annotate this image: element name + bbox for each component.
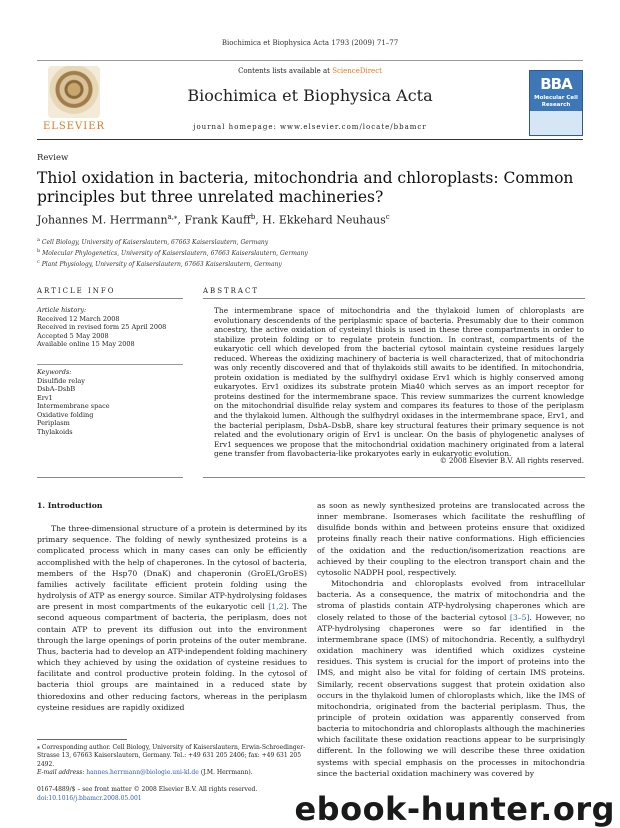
body-column-right bbox=[317, 500, 585, 779]
cover-band bbox=[530, 111, 582, 135]
elsevier-wordmark: ELSEVIER bbox=[42, 121, 106, 132]
history-item: Accepted 5 May 2008 bbox=[37, 331, 109, 340]
history-item: Available online 15 May 2008 bbox=[37, 340, 135, 348]
author-name: H. Ekkehard Neuhaus bbox=[262, 213, 386, 227]
keywords-label: Keywords: bbox=[37, 368, 72, 376]
corresponding-author-footnote bbox=[37, 744, 307, 777]
abstract-text: The intermembrane space of mitochondria and the thylakoid lumen of chloroplasts are evolutionary descendents of the periplasmic space of bacteria. Presumably due to their common ancestry, the active oxidation of cysteinyl thiols is used in these three compartments in order to stabilize protein folding or to regulate protein function. In contrast, compartments of the eukaryotic cell which developed from the bacterial cytosol maintain cysteine residues largely reduced. Whereas the oxidizing machinery of bacteria is well characterized, that of mitochondria was only recently discovered and that of thylakoids still awaits to be identified. In mitochondria, protein oxidation is mediated by the sulfhydryl oxidase Erv1 which is highly conserved among eukaryotes. Erv1 oxidizes its substrate protein Mia40 which serves as an import receptor for proteins destined for the intermembrane space. This review summarizes the current knowledge on the mitochondrial disulfide relay system and compares its features to those of the periplasm and the thylakoid lumen. Although the sulfhydryl oxidases in the intermembrane space, Erv1, and the bacterial periplasm, DsbA–DsbB, share key structural features their primary sequence is not related and the evolutionary origin of Erv1 is unclear. On the basis of phylogenetic analyses of Erv1 sequences we propose that the mitochondrial oxidation machinery originated from a lateral gene transfer from flavobacteria-like prokaryotes early in eukaryotic evolution. bbox=[214, 306, 584, 459]
abstract-heading: ABSTRACT bbox=[203, 287, 585, 299]
running-head: Biochimica et Biophysica Acta 1793 (2009) 71–77 bbox=[221, 39, 399, 47]
affiliation: $^a$ Cell Biology, University of Kaiserslautern, 67663 Kaiserslautern, Germany bbox=[37, 237, 269, 246]
elsevier-logo bbox=[40, 66, 108, 136]
article-history bbox=[37, 306, 183, 349]
author-sup[interactable]: b bbox=[250, 213, 256, 221]
history-item: Received 12 March 2008 bbox=[37, 314, 120, 323]
history-item: Received in revised form 25 April 2008 bbox=[37, 323, 167, 331]
body-column-left bbox=[37, 500, 307, 713]
journal-homepage[interactable]: journal homepage: www.elsevier.com/locate/bbamcr bbox=[193, 123, 427, 131]
contents-line bbox=[120, 67, 500, 75]
footnote-email-line: E-mail address: hannes.herrmann@biologie.uni-kl.de (J.M. Herrmann). bbox=[37, 768, 253, 776]
email-link[interactable]: hannes.herrmann@biologie.uni-kl.de bbox=[86, 768, 199, 776]
author-name: Johannes M. Herrmann bbox=[37, 213, 168, 227]
footnote-text: ⁎ Corresponding author. Cell Biology, University of Kaiserslautern, Erwin-Schroedinger-Strasse 13, 67663 Kaiserslautern, Germany. Tel.: +49 631 205 2406; fax: +49 631 205 2492. bbox=[37, 744, 306, 768]
keyword: Oxidative folding bbox=[37, 410, 94, 419]
footnote-rule bbox=[37, 739, 127, 740]
cover-title: BBA bbox=[540, 75, 572, 93]
article-type: Review bbox=[37, 153, 69, 163]
issn-line: 0167-4889/$ – see front matter © 2008 Elsevier B.V. All rights reserved. bbox=[37, 786, 258, 793]
history-label: Article history: bbox=[37, 306, 87, 314]
contents-prefix: Contents lists available at bbox=[238, 67, 333, 75]
keyword: Intermembrane space bbox=[37, 402, 110, 410]
affiliations bbox=[37, 236, 585, 269]
author-sup[interactable]: a,⁎ bbox=[167, 213, 178, 221]
affiliation: $^b$ Molecular Phylogenetics, University of Kaiserslautern, 67663 Kaiserslautern, Germany bbox=[37, 248, 308, 257]
abstract-rule bbox=[203, 477, 585, 478]
keyword: Disulfide relay bbox=[37, 376, 85, 385]
body-paragraph: Mitochondria and chloroplasts evolved from intracellular bacteria. As a consequence, the matrix of mitochondria and the stroma of plastids contain ATP-hydrolysing chaperones which are closely related to those of the bacterial cytosol [3–5]. However, no ATP-hydrolysing chaperones were so far identified in the intermembrane space (IMS) of mitochondria. Recently, a sulfhydryl oxidation machinery was identified which oxidizes cysteine residues. This system is crucial for the import of proteins into the IMS, and might also be vital for folding of certain IMS proteins. Similarly, recent observations suggest that protein oxidation also occurs in the thylakoid lumen of chloroplasts which, like the IMS of mitochondria, originated from the bacterial periplasm. Thus, the principle of protein oxidation was apparently conserved from bacteria to mitochondria and chloroplasts although the machineries which facilitate these oxidation reactions appear to be surprisingly different. In the following we will describe these three oxidation systems with special emphasis on the processes in mitochondria since the bacterial oxidation machinery was covered by bbox=[317, 579, 585, 778]
keyword: DsbA–DsbB bbox=[37, 385, 76, 393]
section-heading: 1. Introduction bbox=[37, 501, 103, 510]
journal-name: Biochimica et Biophysica Acta bbox=[187, 86, 433, 105]
citation-link[interactable]: [1,2] bbox=[268, 602, 287, 612]
author-list: Johannes M. Herrmann$^{a,⁎}$, Frank Kauff$^b$, H. Ekkehard Neuhaus$^c$ bbox=[37, 213, 390, 227]
author-name: Frank Kauff bbox=[184, 213, 251, 227]
watermark-text: ebook-hunter.org bbox=[294, 790, 615, 828]
cover-subtitle: Molecular Cell Research bbox=[534, 95, 578, 108]
affiliation: $^c$ Plant Physiology, University of Kaiserslautern, 67663 Kaiserslautern, Germany bbox=[37, 259, 282, 268]
keyword: Erv1 bbox=[37, 393, 53, 402]
journal-cover bbox=[529, 70, 583, 136]
body-paragraph: The three-dimensional structure of a protein is determined by its primary sequence. The folding of newly synthesized proteins is a complicated process which in many cases can only be efficiently accomplished with the help of chaperones. In the cytosol of bacteria, members of the Hsp70 (DnaK) and chaperonin (GroEL/GroES) families actively facilitate efficient protein folding using the hydrolysis of ATP as energy source. Similar ATP-hydrolysing foldases are present in most compartments of the eukaryotic cell [1,2]. The second aqueous compartment of bacteria, the periplasm, does not contain ATP to prevent its diffusion out into the environment through the large openings of porin proteins of the outer membrane. Thus, bacteria had to develop an ATP-independent folding machinery which they achieved by using the oxidation of cysteine residues to facilitate and control productive protein folding. In the cytosol of bacteria thiol groups are maintained in a reduced state by thioredoxins and other reducing factors, whereas in the periplasm cysteine residues are rapidly oxidized bbox=[37, 524, 307, 712]
doi-link[interactable]: doi:10.1016/j.bbamcr.2008.05.001 bbox=[37, 794, 142, 802]
citation-link[interactable]: [3–5] bbox=[509, 612, 530, 622]
author-sup[interactable]: c bbox=[385, 213, 390, 221]
copyright: © 2008 Elsevier B.V. All rights reserved. bbox=[439, 457, 584, 465]
elsevier-tree-icon bbox=[48, 66, 100, 118]
keyword: Thylakoids bbox=[37, 427, 73, 436]
article-title: Thiol oxidation in bacteria, mitochondria and chloroplasts: Common principles but three unrelated machineries? bbox=[37, 169, 574, 206]
article-info-heading: ARTICLE INFO bbox=[37, 287, 183, 299]
keyword: Periplasm bbox=[37, 419, 70, 427]
body-paragraph: as soon as newly synthesized proteins are translocated across the inner membrane. Isomerases which facilitate the reshuffling of disulfide bonds within and between proteins ensure that oxidized proteins finally reach their native conformations. High efficiencies of the oxidation and the reduction/isomerization reactions are achieved by their coupling to the electron transport chain and the cytosolic NADPH pool, respectively. bbox=[317, 501, 585, 577]
keywords bbox=[37, 364, 183, 436]
info-rule bbox=[37, 477, 183, 478]
sciencedirect-link[interactable]: ScienceDirect bbox=[332, 67, 382, 75]
